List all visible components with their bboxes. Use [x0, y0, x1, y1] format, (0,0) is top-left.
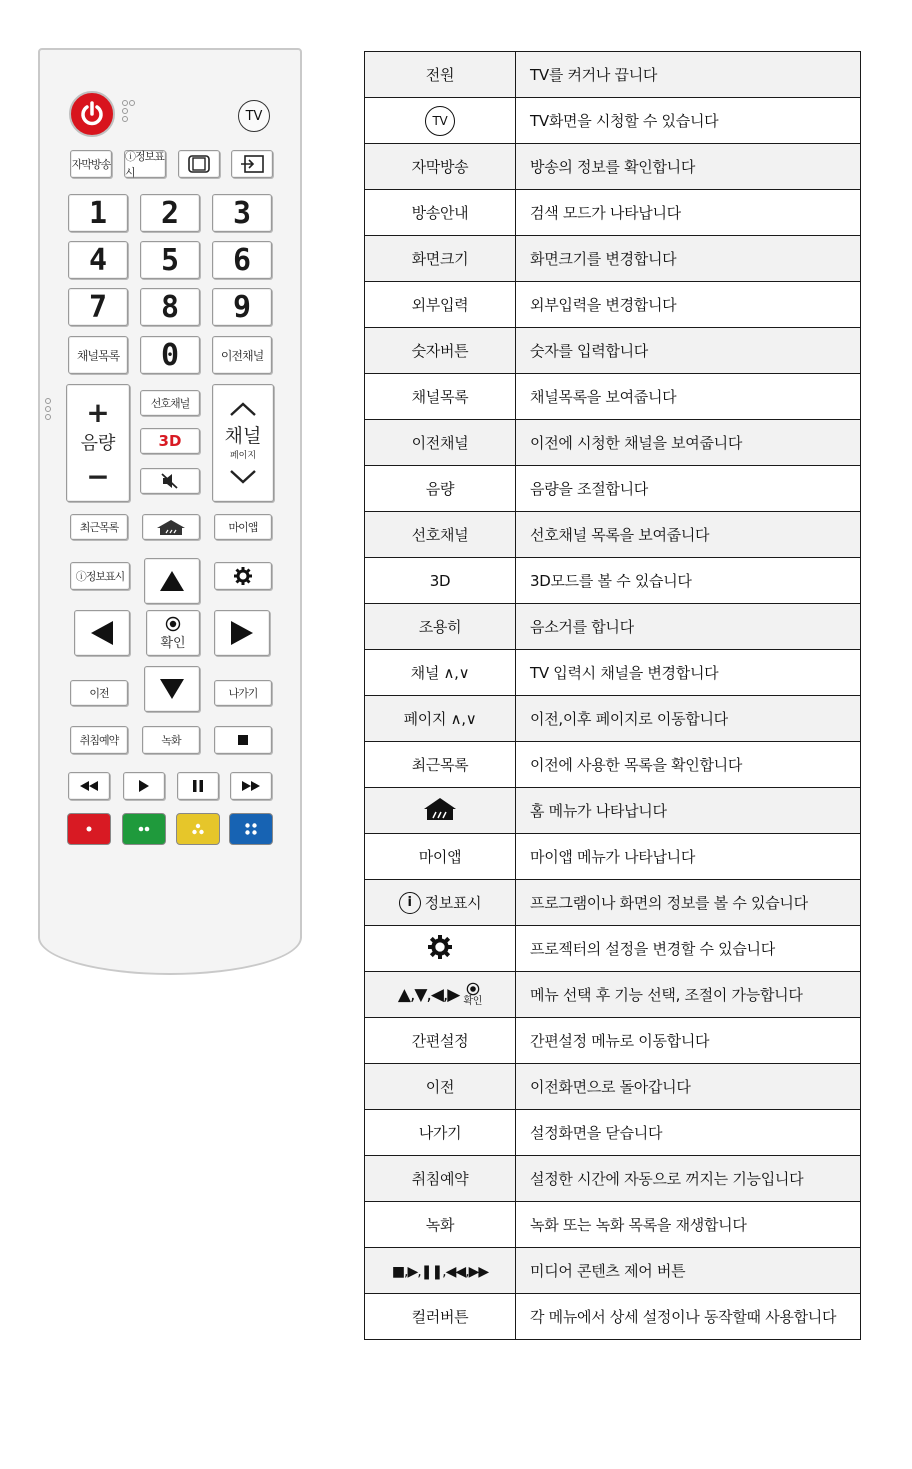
home-icon — [155, 518, 187, 536]
ok-mini — [463, 982, 482, 1007]
blue-button[interactable] — [229, 813, 273, 845]
channel-up-icon — [228, 401, 258, 417]
home-icon — [422, 796, 458, 822]
table-row — [365, 236, 861, 282]
table-row — [365, 328, 861, 374]
row-key: 나가기 — [365, 1110, 516, 1156]
arrows-label: ▲,▼,◀,▶ — [397, 984, 460, 1005]
row-value: 메뉴 선택 후 기능 선택, 조절이 가능합니다 — [516, 972, 861, 1018]
volume-label: 음량 — [80, 433, 116, 454]
table-row — [365, 1110, 861, 1156]
tv-icon: TV — [425, 106, 455, 136]
sleep-button[interactable]: 취침예약 — [70, 726, 128, 754]
side-dot — [45, 414, 51, 420]
number-5-button[interactable]: 5 — [140, 241, 200, 279]
led-dot — [122, 116, 128, 122]
row-value: 선호채널 목록을 보여줍니다 — [516, 512, 861, 558]
row-key: 채널목록 — [365, 374, 516, 420]
row-key: 외부입력 — [365, 282, 516, 328]
table-row — [365, 466, 861, 512]
row-value: 음소거를 합니다 — [516, 604, 861, 650]
volume-minus: − — [86, 460, 110, 493]
info-button[interactable]: ⓘ정보표시 — [70, 562, 130, 590]
number-4-button[interactable]: 4 — [68, 241, 128, 279]
up-arrow-icon — [159, 570, 185, 592]
left-button[interactable] — [74, 610, 130, 656]
row-value: 각 메뉴에서 상세 설정이나 동작할때 사용합니다 — [516, 1294, 861, 1340]
table-row — [365, 1156, 861, 1202]
exit-button[interactable]: 나가기 — [214, 680, 272, 706]
row-value: TV 입력시 채널을 변경합니다 — [516, 650, 861, 696]
myapp-button[interactable]: 마이앱 — [214, 514, 272, 540]
down-arrow-icon — [159, 678, 185, 700]
row-value: 설정한 시간에 자동으로 꺼지는 기능입니다 — [516, 1156, 861, 1202]
play-icon — [138, 779, 150, 793]
row-key: 자막방송 — [365, 144, 516, 190]
stop-button[interactable] — [214, 726, 272, 754]
pause-icon — [192, 779, 204, 793]
table-row — [365, 558, 861, 604]
row-key: 조용히 — [365, 604, 516, 650]
row-key — [365, 972, 516, 1018]
table-row — [365, 512, 861, 558]
row-value: 방송의 정보를 확인합니다 — [516, 144, 861, 190]
row-key: 전원 — [365, 52, 516, 98]
row-key: 채널 ∧,∨ — [365, 650, 516, 696]
subtitle-button[interactable]: 자막방송 — [70, 150, 112, 178]
green-dots-icon — [137, 825, 151, 833]
table-row — [365, 1294, 861, 1340]
ok-small-label: 확인 — [463, 996, 483, 1007]
fav-channel-button[interactable]: 선호채널 — [140, 390, 200, 416]
green-button[interactable] — [122, 813, 166, 845]
rewind-icon — [78, 780, 100, 792]
row-key: 녹화 — [365, 1202, 516, 1248]
settings-button[interactable] — [214, 562, 272, 590]
record-button[interactable]: 녹화 — [142, 726, 200, 754]
row-key: 최근목록 — [365, 742, 516, 788]
table-row — [365, 1248, 861, 1294]
row-key: 간편설정 — [365, 1018, 516, 1064]
info-button-top[interactable]: ⓘ정보표시 — [124, 150, 166, 178]
table-row — [365, 650, 861, 696]
page-label: 페이지 — [229, 451, 257, 461]
prev-channel-button[interactable]: 이전채널 — [212, 336, 272, 374]
row-key — [365, 880, 516, 926]
row-value: 이전에 사용한 목록을 확인합니다 — [516, 742, 861, 788]
remote-bottom — [38, 933, 302, 975]
row-key: 컬러버튼 — [365, 1294, 516, 1340]
red-button[interactable] — [67, 813, 111, 845]
number-1-button[interactable]: 1 — [68, 194, 128, 232]
up-button[interactable] — [144, 558, 200, 604]
row-value: 음량을 조절합니다 — [516, 466, 861, 512]
row-key: 3D — [365, 558, 516, 604]
yellow-button[interactable] — [176, 813, 220, 845]
led-dot — [122, 108, 128, 114]
table-row — [365, 880, 861, 926]
row-value: 홈 메뉴가 나타납니다 — [516, 788, 861, 834]
table-row — [365, 604, 861, 650]
row-key: 방송안내 — [365, 190, 516, 236]
screen-size-button[interactable] — [178, 150, 220, 178]
side-dot — [45, 398, 51, 404]
channel-down-icon — [228, 469, 258, 485]
3d-button[interactable]: 3D — [140, 428, 200, 454]
row-value: 검색 모드가 나타납니다 — [516, 190, 861, 236]
row-value: 프로그램이나 화면의 정보를 볼 수 있습니다 — [516, 880, 861, 926]
number-6-button[interactable]: 6 — [212, 241, 272, 279]
row-value: 3D모드를 볼 수 있습니다 — [516, 558, 861, 604]
table-row — [365, 834, 861, 880]
table-row — [365, 374, 861, 420]
table-row — [365, 98, 861, 144]
table-row — [365, 1018, 861, 1064]
led-dot — [122, 100, 128, 106]
rewind-button[interactable] — [68, 772, 110, 800]
row-value: 마이앱 메뉴가 나타납니다 — [516, 834, 861, 880]
number-7-button[interactable]: 7 — [68, 288, 128, 326]
stop-icon — [237, 734, 249, 746]
row-value: TV화면을 시청할 수 있습니다 — [516, 98, 861, 144]
row-value: 화면크기를 변경합니다 — [516, 236, 861, 282]
channel-label: 채널 — [224, 425, 262, 447]
table-row — [365, 788, 861, 834]
back-button[interactable]: 이전 — [70, 680, 128, 706]
right-arrow-icon — [230, 620, 254, 646]
table-row — [365, 926, 861, 972]
table-row — [365, 1202, 861, 1248]
ok-label: 확인 — [160, 635, 186, 651]
ok-button[interactable] — [146, 610, 200, 656]
power-button[interactable] — [69, 91, 115, 137]
table-row — [365, 282, 861, 328]
channel-list-button[interactable]: 채널목록 — [68, 336, 128, 374]
tv-button[interactable]: TV — [238, 100, 270, 132]
ok-icon — [165, 616, 181, 632]
right-button[interactable] — [214, 610, 270, 656]
row-value: 이전화면으로 돌아갑니다 — [516, 1064, 861, 1110]
mute-button[interactable] — [140, 468, 200, 494]
table-row — [365, 742, 861, 788]
row-key: 음량 — [365, 466, 516, 512]
power-icon — [78, 100, 106, 128]
row-value: 미디어 콘텐츠 제어 버튼 — [516, 1248, 861, 1294]
row-key — [365, 926, 516, 972]
row-key: 페이지 ∧,∨ — [365, 696, 516, 742]
ok-icon — [466, 982, 480, 996]
row-key: 화면크기 — [365, 236, 516, 282]
row-value: TV를 켜거나 끕니다 — [516, 52, 861, 98]
side-dot — [45, 406, 51, 412]
table-row — [365, 190, 861, 236]
input-icon — [239, 154, 265, 174]
fast-forward-icon — [240, 780, 262, 792]
row-key: 이전 — [365, 1064, 516, 1110]
info-icon: i — [399, 892, 421, 914]
row-value: 외부입력을 변경합니다 — [516, 282, 861, 328]
info-label: 정보표시 — [424, 894, 482, 912]
row-key — [365, 788, 516, 834]
gear-icon — [234, 567, 252, 585]
row-key: 선호채널 — [365, 512, 516, 558]
table-row — [365, 972, 861, 1018]
row-key — [365, 1248, 516, 1294]
yellow-dots-icon — [191, 823, 205, 835]
fast-forward-button[interactable] — [230, 772, 272, 800]
row-value: 채널목록을 보여줍니다 — [516, 374, 861, 420]
row-key: 취침예약 — [365, 1156, 516, 1202]
number-9-button[interactable]: 9 — [212, 288, 272, 326]
mute-icon — [160, 472, 180, 490]
table-row — [365, 420, 861, 466]
pause-button[interactable] — [177, 772, 219, 800]
button-description-table — [364, 51, 861, 1340]
volume-rocker[interactable] — [66, 384, 130, 502]
row-value: 녹화 또는 녹화 목록을 재생합니다 — [516, 1202, 861, 1248]
row-key: 이전채널 — [365, 420, 516, 466]
number-3-button[interactable]: 3 — [212, 194, 272, 232]
row-key — [365, 98, 516, 144]
row-key: 마이앱 — [365, 834, 516, 880]
blue-dots-icon — [244, 822, 258, 836]
channel-rocker[interactable] — [212, 384, 274, 502]
number-0-button[interactable]: 0 — [140, 336, 200, 374]
gear-icon — [428, 935, 452, 959]
number-8-button[interactable]: 8 — [140, 288, 200, 326]
red-dot-icon — [85, 825, 93, 833]
row-value: 이전,이후 페이지로 이동합니다 — [516, 696, 861, 742]
row-value: 프로젝터의 설정을 변경할 수 있습니다 — [516, 926, 861, 972]
number-2-button[interactable]: 2 — [140, 194, 200, 232]
left-arrow-icon — [90, 620, 114, 646]
row-value: 숫자를 입력합니다 — [516, 328, 861, 374]
recent-button[interactable]: 최근목록 — [70, 514, 128, 540]
table-row — [365, 144, 861, 190]
home-button[interactable] — [142, 514, 200, 540]
led-dot — [129, 100, 135, 106]
row-value: 간편설정 메뉴로 이동합니다 — [516, 1018, 861, 1064]
row-key: 숫자버튼 — [365, 328, 516, 374]
table-row — [365, 696, 861, 742]
table-row — [365, 1064, 861, 1110]
play-button[interactable] — [123, 772, 165, 800]
row-value: 설정화면을 닫습니다 — [516, 1110, 861, 1156]
input-button[interactable] — [231, 150, 273, 178]
row-value: 이전에 시청한 채널을 보여줍니다 — [516, 420, 861, 466]
remote-illustration — [38, 48, 304, 978]
table-row — [365, 52, 861, 98]
screen-size-icon — [187, 154, 211, 174]
media-keys-label: ■,▶,❚❚,◀◀,▶▶ — [391, 1263, 489, 1280]
volume-plus: + — [86, 396, 110, 429]
down-button[interactable] — [144, 666, 200, 712]
